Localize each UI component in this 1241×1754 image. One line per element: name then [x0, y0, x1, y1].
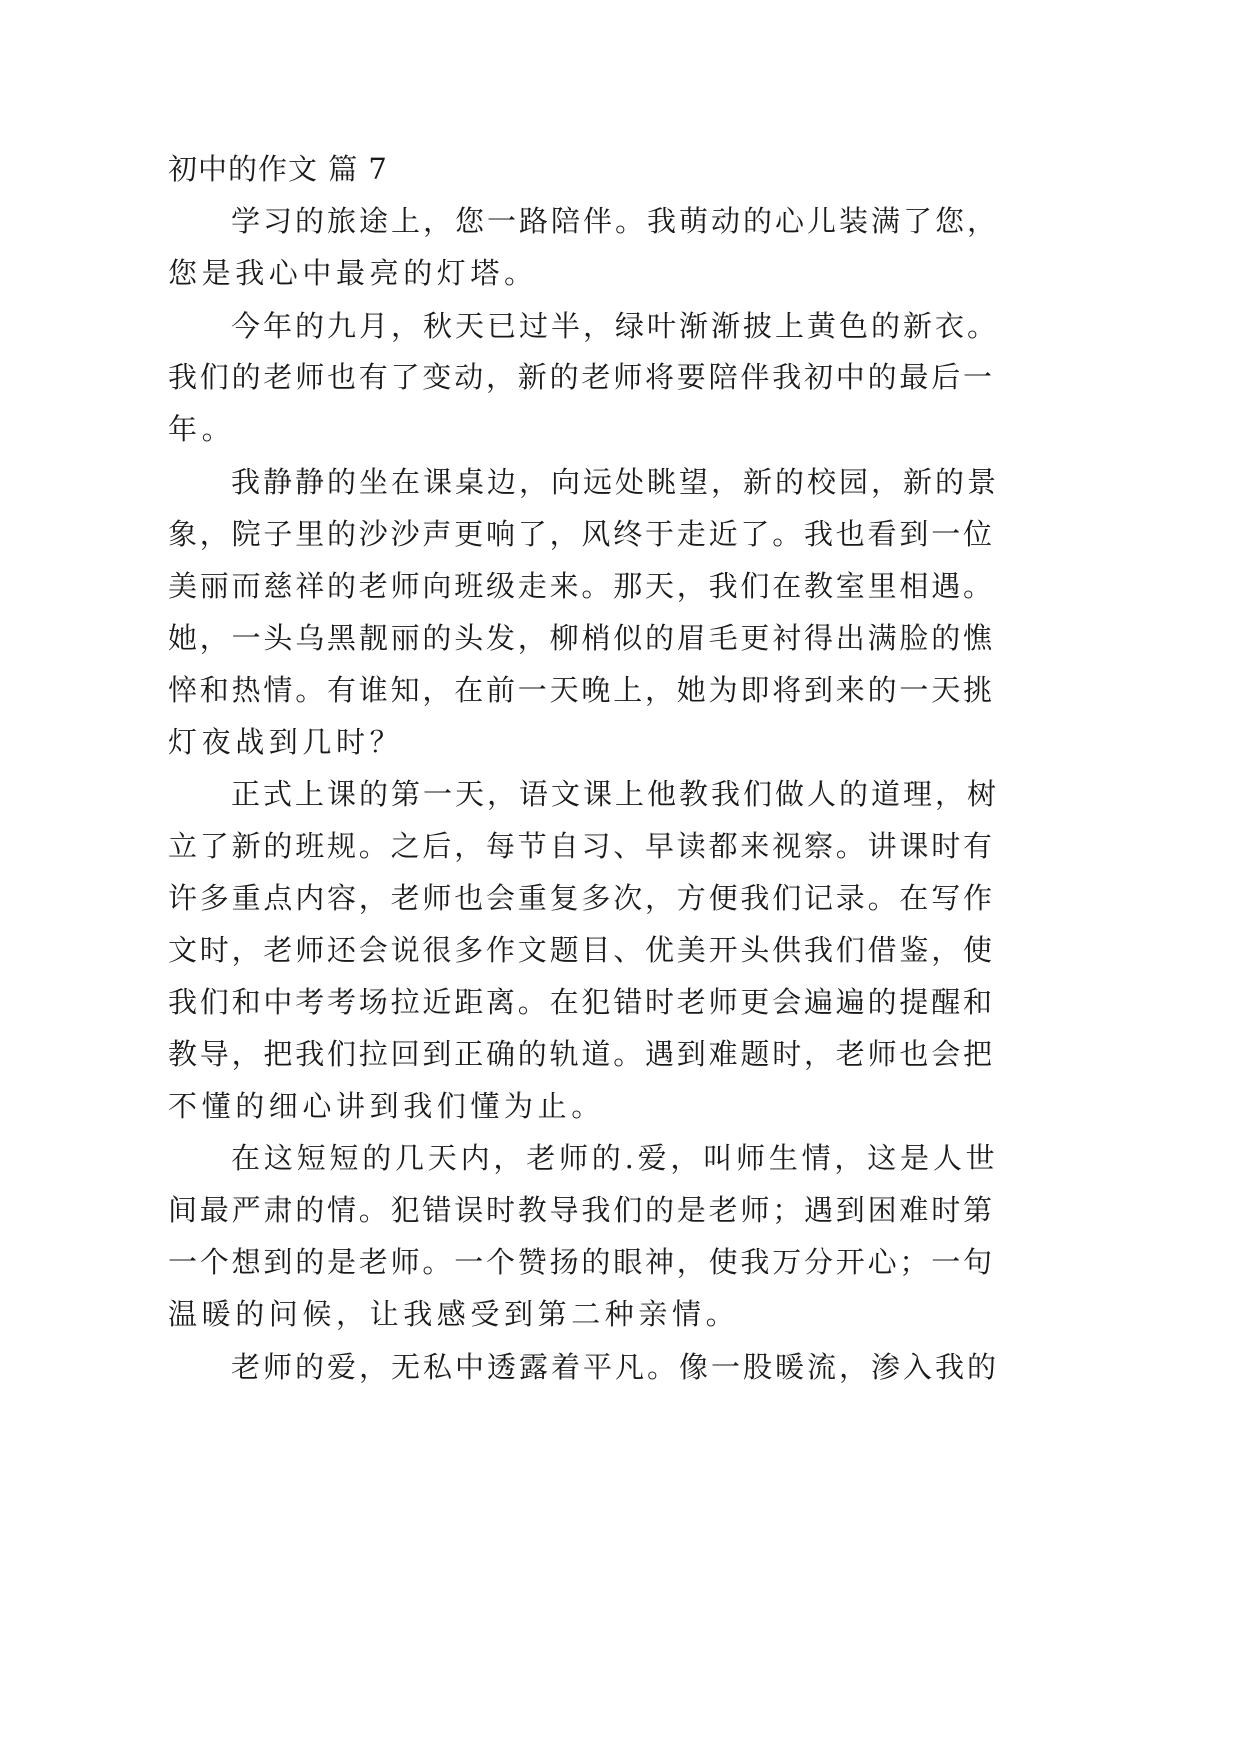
text-line: 老师的爱，无私中透露着平凡。像一股暖流，渗入我的 — [231, 1350, 1000, 1384]
text-line: 不懂的细心讲到我们懂为止。 — [168, 1089, 605, 1123]
text-line: 我们和中考考场拉近距离。在犯错时老师更会遍遍的提醒和 — [168, 985, 995, 1019]
text-line: 灯夜战到几时？ — [168, 725, 404, 759]
text-line: 间最严肃的情。犯错误时教导我们的是老师；遇到困难时第 — [168, 1193, 995, 1227]
text-line: 您是我心中最亮的灯塔。 — [168, 256, 538, 290]
text-line: 文时，老师还会说很多作文题目、优美开头供我们借鉴，使 — [168, 933, 995, 967]
text-line: 美丽而慈祥的老师向班级走来。那天，我们在教室里相遇。 — [168, 569, 995, 603]
text-line: 我们的老师也有了变动，新的老师将要陪伴我初中的最后一 — [168, 360, 995, 394]
text-line: 今年的九月，秋天已过半，绿叶渐渐披上黄色的新衣。 — [231, 309, 1000, 343]
text-line: 立了新的班规。之后，每节自习、早读都来视察。讲课时有 — [168, 829, 995, 863]
text-line: 许多重点内容，老师也会重复多次，方便我们记录。在写作 — [168, 881, 995, 915]
text-line: 教导，把我们拉回到正确的轨道。遇到难题时，老师也会把 — [168, 1037, 995, 1071]
text-line: 象，院子里的沙沙声更响了，风终于走近了。我也看到一位 — [168, 517, 995, 551]
text-line: 悴和热情。有谁知，在前一天晚上，她为即将到来的一天挑 — [168, 673, 995, 707]
document-title: 初中的作文 篇 7 — [168, 152, 388, 186]
text-line: 我静静的坐在课桌边，向远处眺望，新的校园，新的景 — [231, 465, 1000, 499]
text-line: 年。 — [168, 412, 236, 446]
text-line: 正式上课的第一天，语文课上他教我们做人的道理，树 — [231, 777, 1000, 811]
text-line: 在这短短的几天内，老师的.爱，叫师生情，这是人世 — [231, 1141, 999, 1175]
text-line: 温暖的问候，让我感受到第二种亲情。 — [168, 1297, 740, 1331]
text-line: 一个想到的是老师。一个赞扬的眼神，使我万分开心；一句 — [168, 1245, 995, 1279]
text-line: 学习的旅途上，您一路陪伴。我萌动的心儿装满了您， — [231, 204, 1000, 238]
text-line: 她，一头乌黑靓丽的头发，柳梢似的眉毛更衬得出满脸的憔 — [168, 621, 995, 655]
